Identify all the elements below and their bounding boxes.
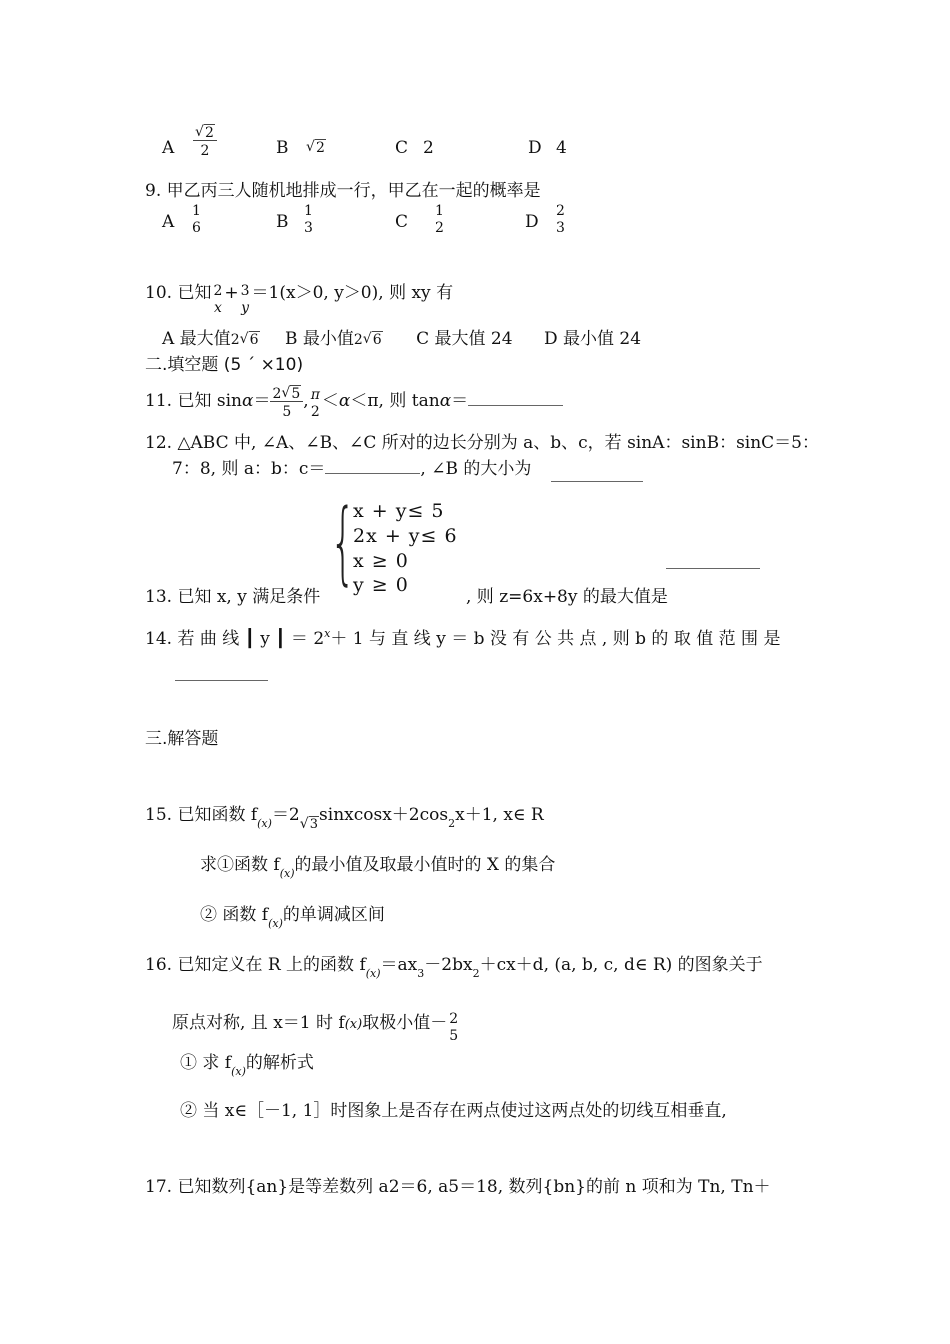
q14-answer-blank[interactable] [175,680,268,681]
q11-num-rad: 5 [291,386,301,402]
q15-sqrt-rad: 3 [309,817,319,832]
q16-frac-num: 2 [449,1011,459,1027]
q10-f1-num: 2 [213,283,223,299]
q9-d-den: 3 [556,220,565,236]
q16-line2-sub: (x) [344,1017,363,1032]
q11-ineq1: ＜ [321,391,339,411]
q10-option-c: C 最大值 24 [416,329,513,349]
q11-alpha: α [241,391,254,411]
q16-prefix: 16. 已知定义在 R 上的函数 f [145,955,366,975]
q12-ratio-blank[interactable] [325,473,420,474]
q10-option-b-rad: 6 [372,332,382,348]
q16-part1-a: ① 求 f [180,1053,232,1073]
q16-sub-2: 2 [472,967,480,980]
q15-part1 [200,850,555,880]
q15-part2-sub: (x) [268,917,283,930]
q9-option-d-label: D [525,212,539,232]
q10-option-a-rad: 6 [249,332,259,348]
q15-end: x＋1, x∈ R [455,805,544,825]
q8-option-c-value: 2 [423,138,434,158]
q13-prefix: 13. 已知 x, y 满足条件 [145,587,321,607]
q12-angle-blank[interactable] [551,481,643,482]
q12-line1: 12. △ABC 中, ∠A、∠B、∠C 所对的边长分别为 a、b、c，若 sinA：sinB：sinC＝5： [145,433,819,453]
q16-end: ＋cx＋d, (a, b, c, d∈ R) 的图象关于 [479,955,763,975]
q8-option-a-num: 2 [205,125,214,141]
q15-mid: sinxcosx＋2cos [319,805,449,825]
q16-line1 [145,950,763,980]
q10-option-d: D 最小值 24 [543,329,642,349]
q16-sub-x: (x) [365,967,381,980]
q16-part1-b: 的解析式 [245,1053,314,1073]
q8-option-b-label: B [276,138,289,158]
q13-constraint-2: 2x + y≤ 6 [353,525,458,547]
q17-line: 17. 已知数列{an}是等差数列 a2＝6, a5＝18, 数列{bn}的前 n 项和为 Tn, Tn＋ [145,1177,771,1197]
q13-answer-blank[interactable] [666,568,760,569]
q10-option-b: B 最小值 [284,329,354,349]
q16-part1 [180,1048,314,1078]
section-2-title: 二.填空题 (5 ´ ×10) [145,355,304,375]
q16-line2-a: 原点对称, 且 x＝1 时 f [172,1013,345,1033]
q13-brace-icon: { [330,490,356,595]
q15-part2-a: ② 函数 f [200,905,269,925]
q15-part2 [200,900,385,930]
q11-alpha-2: α [338,391,351,411]
q9-a-den: 6 [192,220,201,236]
q9-a-num: 1 [192,203,201,219]
q9-c-num: 1 [435,203,444,219]
q8-option-d-label: D [528,138,542,158]
q16-part2: ② 当 x∈［－1, 1］时图象上是否存在两点使过这两点处的切线互相垂直, [180,1101,727,1121]
q10-line [145,278,453,315]
q15-prefix: 15. 已知函数 f [145,805,258,825]
q9-option-c-fraction [433,204,446,235]
q8-option-a-fraction [193,126,217,158]
q11-ineq2: ＜π, 则 tan [350,391,440,411]
q9-b-den: 3 [304,220,313,236]
q8-option-b-sqrt [306,140,326,156]
q11-comma: , [303,391,309,411]
q9-d-num: 2 [556,203,565,219]
q9-option-b-fraction [302,204,315,235]
q14-line [145,624,780,649]
q14-text-a: 14. 若 曲 线 ┃ y ┃ ＝ 2 [145,629,325,649]
q11-answer-blank[interactable] [468,405,563,406]
q11-pi-num: π [310,387,320,403]
q15-sub-x: (x) [257,817,272,830]
q9-option-a-label: A [162,212,175,232]
q16-line2-b: 取极小值－ [362,1013,448,1033]
q12-line2-end: , ∠B 的大小为 [420,459,532,479]
q10-option-a: A 最大值 [162,329,231,349]
q11-prefix: 11. 已知 sin [145,391,242,411]
q11-line [145,386,563,419]
q11-num-coef: 2 [272,386,282,402]
q16-eq: ＝ax [380,955,418,975]
q15-line [145,800,544,832]
q14-sup: x [324,627,331,640]
q8-option-c-label: C [395,138,409,158]
q10-suffix: ＝1(x＞0, y＞0), 则 xy 有 [251,283,454,303]
q9-option-a-fraction [190,204,203,235]
section-3-title: 三.解答题 [145,729,219,749]
q11-end: ＝ [451,391,469,411]
q8-option-b-value: 2 [316,140,325,156]
q16-part1-sub: (x) [231,1065,246,1078]
q8-option-a-den: 2 [193,140,217,158]
q13-constraint-4: y ≥ 0 [353,574,409,596]
q16-frac-den: 5 [449,1028,459,1044]
q10-prefix: 10. 已知 [145,283,212,303]
q14-text-b: ＋ 1 与 直 线 y ＝ b 没 有 公 共 点 , 则 b 的 取 值 范 围 是 [330,629,781,649]
q16-line2 [172,1008,460,1043]
q11-den: 5 [270,401,303,419]
q11-eq: ＝ [253,391,271,411]
q9-option-c-label: C [395,212,409,232]
q13-suffix: , 则 z=6x+8y 的最大值是 [466,587,668,607]
q10-plus: + [224,283,239,303]
q10-option-b-coef: 2 [353,332,363,348]
q10-f2-den: y [241,300,250,316]
q15-part2-b: 的单调减区间 [282,905,385,925]
q8-option-d-value: 4 [556,138,567,158]
q16-sub-3: 3 [417,967,425,980]
q10-f2-num: 3 [240,283,250,299]
q9-b-num: 1 [304,203,313,219]
q15-part1-sub: (x) [279,867,295,880]
q10-option-a-coef: 2 [230,332,240,348]
q13-constraint-1: x + y≤ 5 [353,500,445,522]
q12-line2-text: 7：8, 则 a：b：c＝ [172,459,326,479]
q15-eq: ＝2 [271,805,300,825]
q15-part1-a: 求①函数 f [200,855,280,875]
q11-alpha-3: α [439,391,452,411]
q9-option-b-label: B [276,212,289,232]
q16-mid: －2bx [424,955,473,975]
q9-text: 9. 甲乙丙三人随机地排成一行，甲乙在一起的概率是 [145,181,541,201]
q9-c-den: 2 [435,220,444,236]
q11-pi-den: 2 [310,404,320,420]
q13-constraint-3: x ≥ 0 [353,550,409,572]
q8-option-a-label: A [162,138,175,158]
q10-f1-den: x [213,300,222,316]
q12-line2 [172,454,531,479]
q10-options [162,324,641,349]
q9-option-d-fraction [554,204,567,235]
q15-sub-2: 2 [448,817,456,830]
q15-part1-b: 的最小值及取最小值时的 X 的集合 [294,855,556,875]
